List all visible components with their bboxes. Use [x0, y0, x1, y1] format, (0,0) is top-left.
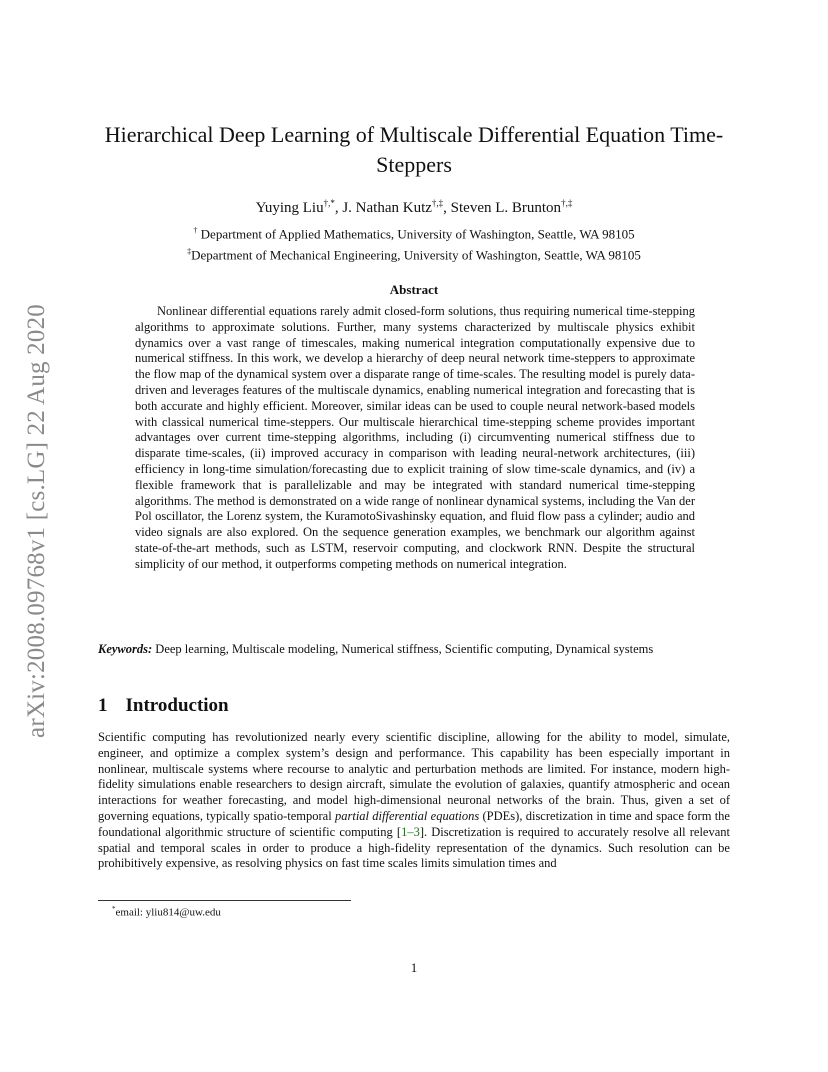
author-mark: †,* [323, 198, 335, 208]
keywords-list: Deep learning, Multiscale modeling, Numerical stiffness, Scientific computing, Dynamical systems [152, 642, 654, 656]
keywords [98, 641, 730, 657]
affiliation-mark: ‡ [187, 247, 192, 256]
footnote-mark: * [112, 905, 116, 913]
intro-paragraph: Scientific computing has revolutionized nearly every scientific discipline, allowing for the ability to model, simulate, engineer, and optimize a complex system’s design and performance. This capability has been especially important in nonlinear, multiscale systems where recourse to analytic and perturbation methods are limited. For instance, modern high-fidelity simulations enable researchers to design aircraft, simulate the evolution of galaxies, quantify atmospheric and ocean interactions for weather forecasting, and model high-dimensional neuronal networks of the brain. Thus, given a set of governing equations, typically spatio-temporal partial differential equations (PDEs), discretization in time and space form the foundational algorithmic structure of scientific computing [1–3]. Discretization is required to accurately resolve all relevant spatial and temporal scales in order to produce a high-fidelity representation of the dynamics. Such resolution can be prohibitively expensive, as resolving physics on fast time scales limits simulation times and [98, 730, 731, 871]
abstract-heading: Abstract [389, 282, 439, 297]
paper-title: Hierarchical Deep Learning of Multiscale Differential Equation Time-Steppers [104, 122, 724, 177]
author-name: Steven L. Brunton [450, 200, 562, 216]
section-title: Introduction [125, 695, 229, 716]
affiliation-text: Department of Applied Mathematics, University of Washington, Seattle, WA 98105 [197, 226, 635, 242]
arxiv-sidebar [22, 282, 52, 760]
affiliation [98, 244, 730, 263]
section-heading [98, 695, 229, 717]
section-number: 1 [98, 695, 108, 716]
author-name: J. Nathan Kutz [342, 200, 432, 216]
footnote [112, 905, 221, 919]
author-mark: †,‡ [431, 198, 444, 208]
abstract-body: Nonlinear differential equations rarely admit closed-form solutions, thus requiring numerical time-stepping algorithms to approximate solutions. Further, many systems characterized by multiscale physics exhibit dynamics over a vast range of timescales, making numerical integration computationally expensive due to numerical stiffness. In this work, we develop a hierarchy of deep neural network time-steppers to approximate the flow map of the dynamical system over a disparate range of time-scales. The resulting model is purely data-driven and leverages features of the multiscale dynamics, enabling numerical integration and forecasting that is both accurate and highly efficient. Moreover, similar ideas can be used to couple neural network-based models with classical numerical time-steppers. Our multiscale hierarchical time-stepping scheme provides important advantages over current time-stepping algorithms, including (i) circumventing numerical stiffness due to disparate time-scales, (ii) improved accuracy in comparison with leading neural-network architectures, (iii) efficiency in long-time simulation/forecasting due to explicit training of slow time-scale dynamics, and (iv) a flexible framework that is parallelizable and may be integrated with standard numerical time-stepping algorithms. The method is demonstrated on a wide range of nonlinear dynamical systems, including the Van der Pol oscillator, the Lorenz system, the KuramotoSivashinsky equation, and fluid flow pass a cylinder; audio and video signals are also explored. On the sequence generation examples, we benchmark our algorithm against state-of-the-art methods, such as LSTM, reservoir computing, and clockwork RNN. Despite the structural simplicity of our method, it outperforms competing methods on numerical integration. [135, 304, 695, 571]
author-mark: †,‡ [561, 198, 573, 208]
keywords-label: Keywords: [98, 642, 153, 656]
author-line: Yuying Liu†,*, J. Nathan Kutz†,‡, Steven L. Brunton†,‡ [255, 198, 573, 216]
affiliation-text: Department of Mechanical Engineering, University of Washington, Seattle, WA 98105 [191, 247, 641, 263]
citation-link[interactable]: 1–3 [401, 824, 420, 839]
arxiv-identifier: arXiv:2008.09768v1 [cs.LG] 22 Aug 2020 [23, 304, 50, 738]
footnote-rule [98, 900, 351, 901]
affiliation-mark: † [193, 226, 198, 235]
page-number: 1 [410, 960, 418, 975]
author-name: Yuying Liu [255, 200, 324, 216]
footnote-text: email: yliu814@uw.edu [115, 906, 221, 919]
emphasis-term: partial differential equations [334, 808, 480, 823]
affiliation [98, 223, 730, 242]
